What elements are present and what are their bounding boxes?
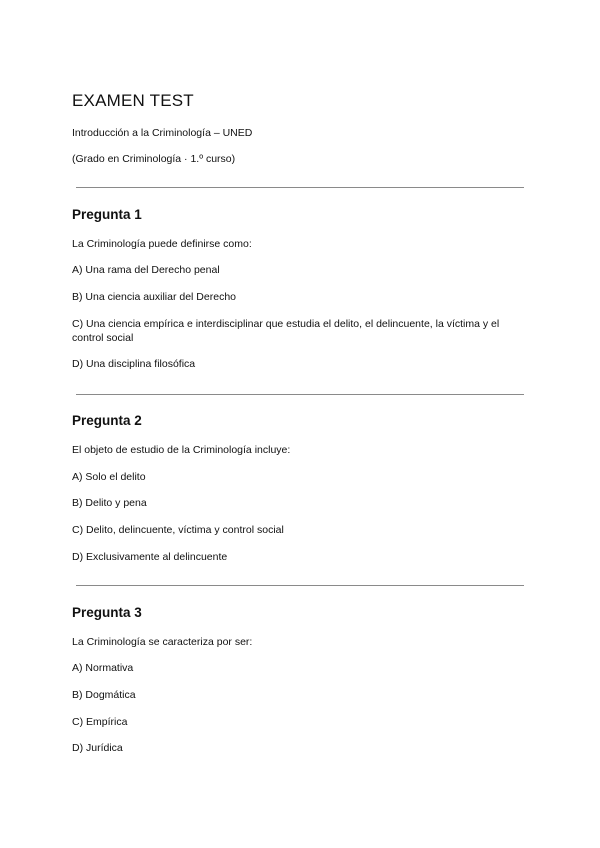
- answer-option: D) Exclusivamente al delincuente: [72, 551, 228, 563]
- answer-option: A) Normativa: [72, 662, 134, 674]
- answer-option: B) Delito y pena: [72, 497, 147, 509]
- question-text: La Criminología se caracteriza por ser:: [72, 636, 253, 648]
- question-heading: Pregunta 3: [72, 605, 142, 620]
- question-text: La Criminología puede definirse como:: [72, 238, 252, 250]
- document-course: (Grado en Criminología · 1.º curso): [72, 153, 236, 165]
- section-divider: [76, 585, 524, 586]
- section-divider: [76, 187, 524, 188]
- answer-option: C) Empírica: [72, 716, 128, 728]
- document-title: EXAMEN TEST: [72, 91, 194, 110]
- question-heading: Pregunta 1: [72, 207, 142, 222]
- answer-option: C) Delito, delincuente, víctima y control social: [72, 524, 284, 536]
- answer-option: D) Jurídica: [72, 742, 123, 754]
- question-heading: Pregunta 2: [72, 413, 142, 428]
- answer-option: A) Solo el delito: [72, 471, 146, 483]
- answer-option: B) Dogmática: [72, 689, 136, 701]
- section-divider: [76, 394, 524, 395]
- document-subtitle: Introducción a la Criminología – UNED: [72, 127, 253, 139]
- answer-option: B) Una ciencia auxiliar del Derecho: [72, 291, 236, 303]
- answer-option: D) Una disciplina filosófica: [72, 358, 196, 370]
- answer-option: C) Una ciencia empírica e interdisciplinar que estudia el delito, el delincuente, la víctima y el control social: [72, 318, 500, 344]
- question-text: El objeto de estudio de la Criminología incluye:: [72, 444, 291, 456]
- answer-option: A) Una rama del Derecho penal: [72, 264, 220, 276]
